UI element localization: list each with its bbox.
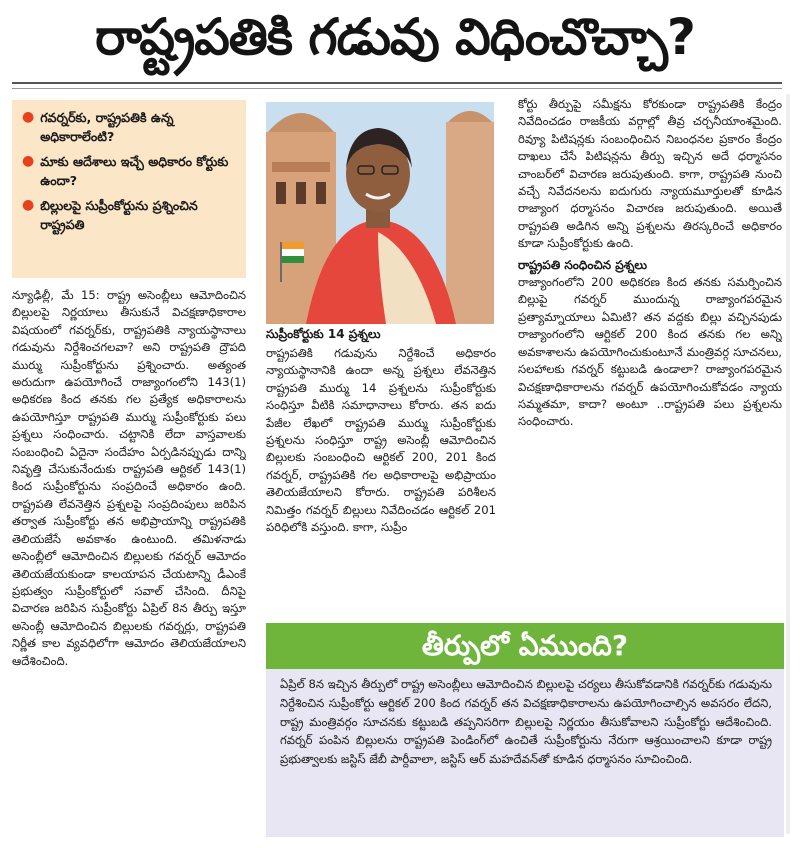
page-edge — [786, 94, 790, 834]
highlights-box — [12, 100, 246, 278]
highlight-item: ● మాకు ఆదేశాలు ఇచ్చే అధికారం కోర్టుకు ఉందా? — [22, 153, 229, 188]
president-photo — [266, 102, 494, 324]
headline: రాష్ట్రపతికి గడువు విధించొచ్చా? — [95, 8, 695, 66]
section-subhead: రాష్ట్రపతి సంధించిన ప్రశ్నలు — [518, 257, 648, 272]
highlight-item: ● గవర్నర్‌కు, రాష్ట్రపతికి ఉన్న అధికారాలేంటి? — [22, 109, 174, 144]
article-text: రాజ్యాంగంలోని 200 అధికరణ కింద తనకు సమర్పించిన బిల్లుపై గవర్నర్‌ ముందున్న రాజ్యాంగపరమైన ప్రత్యామ్నాయాలు ఏమిటి? తన వద్దకు బిల్లు వచ్చినపుడు రాజ్యాంగంలోని ఆర్టికల్‌ 200 కింద తనకు గల అన్ని అవకాశాలను ఉపయోగించుకుంటూనే మంత్రివర్గ సూచనలు, సలహాలకు గవర్నర్‌ కట్టుబడి ఉండాలా? రాజ్యాంగపరమైన విచక్షణాధికారాలను గవర్నర్‌ ఉపయోగించుకోవడం న్యాయ సమ్మతమా, కాదా? అంటూ ..రాష్ట్రపతి పలు ప్రశ్నలను సంధించారు. — [518, 275, 782, 429]
column-1 — [12, 287, 246, 827]
article-text: కోర్టు తీర్పుపై సమీక్షను కోరకుండా రాష్ట్రపతికి కేంద్రం నివేదించడం రాజకీయ వర్గాల్లో తీవ్ర చర్చనీయాంశమైంది. రివ్యూ పిటిషన్లకు సంబంధించిన నిబంధనల ప్రకారం కేంద్రం దాఖలు చేసే పిటిషన్లను తీర్పు ఇచ్చిన అదే ధర్మాసనం చాంబర్‌లో విచారణ జరుపుతుంది. కాగా, రాష్ట్రపతి నుంచి వచ్చే నివేదనలను ఐదుగురు న్యాయమూర్తులతో కూడిన రాజ్యాంగ ధర్మాసనం విచారణ జరుపుతుంది. అయితే రాష్ట్రపతి అడిగిన అన్ని ప్రశ్నలను తిరస్కరించే అధికారం కూడా సుప్రీంకోర్టుకు ఉంది. — [518, 97, 782, 251]
bullet-icon: ● — [22, 109, 35, 125]
bullet-icon: ● — [22, 197, 35, 213]
headline-rule — [12, 82, 782, 84]
box-title: తీర్పులో ఏముంది? — [266, 623, 784, 669]
column-3 — [518, 96, 782, 621]
article-text: న్యూఢిల్లీ, మే 15: రాష్ట్ర అసెంబ్లీలు ఆమోదించిన బిల్లులపై నిర్ణయాలు తీసుకునే విచక్షణాధికారాల విషయంలో గవర్నర్‌కు, రాష్ట్రపతికి న్యాయస్థానాలు గడువును నిర్దేశించగలవా? అని రాష్ట్రపతి ద్రౌపది ముర్ము సుప్రీంకోర్టును ప్రశ్నించారు. అత్యంత అరుదుగా ఉపయోగించే రాజ్యాంగంలోని 143(1) అధికరణ కింద తనకు గల ప్రత్యేక అధికారాలను ఉపయోగిస్తూ రాష్ట్రపతి ముర్ము సుప్రీంకోర్టుకు పలు ప్రశ్నలు సంధించారు. చట్టానికి లేదా వాస్తవాలకు సంబంధించి ఏదైనా సందేహం ఏర్పడినప్పుడు దాన్ని నివృత్తి చేసుకునేందుకు రాష్ట్రపతి ఆర్టికల్‌ 143(1) కింద సుప్రీంకోర్టును సంప్రదించే అధికారం ఉంది. రాష్ట్రపతి లేవనెత్తిన ప్రశ్నలపై సంప్రదింపులు జరిపిన తర్వాత సుప్రీంకోర్టు తన అభిప్రాయాన్ని రాష్ట్రపతికి తెలియజేసే అవకాశం ఉంటుంది. తమిళనాడు అసెంబ్లీలో ఆమోదించిన బిల్లులకు గవర్నర్‌ ఆమోదం తెలియజేయకుండా కాలయాపన చేయటాన్ని డీఎంకే ప్రభుత్వం సుప్రీంకోర్టులో సవాల్‌ చేసింది. దీనిపై విచారణ జరిపిన సుప్రీంకోర్టు ఏప్రిల్‌ 8న తీర్పు ఇస్తూ అసెంబ్లీ ఆమోదించిన బిల్లులకు గవర్నర్లు, రాష్ట్రపతి నిర్ణీత కాల వ్యవధిలోగా ఆమోదం తెలియజేయాలని ఆదేశించింది. — [12, 288, 246, 668]
headline-rule-thin — [12, 88, 782, 89]
article-text: రాష్ట్రపతికి గడువును నిర్దేశించే అధికారం న్యాయస్థానానికి ఉందా అన్న ప్రశ్నలు లేవనెత్తిన రాష్ట్రపతి ముర్ము 14 ప్రశ్నలను సుప్రీంకోర్టుకు సంధిస్తూ వీటికి సమాధానాలు కోరారు. తన ఐదు పేజీల లేఖలో రాష్ట్రపతి ముర్ము సుప్రీంకోర్టుకు ప్రశ్నలను సంధిస్తూ రాష్ట్ర అసెంబ్లీ ఆమోదించిన బిల్లులకు సంబంధించి ఆర్టికల్‌ 200, 201 కింద గవర్నర్‌, రాష్ట్రపతికి గల అధికారాలపై అభిప్రాయం తెలియజేయాలని కోరారు. రాష్ట్రపతి పరిశీలన నిమిత్తం గవర్నర్‌ బిల్లులు నివేదించడం ఆర్టికల్‌ 201 పరిధిలోకి వస్తుంది. కాగా, సుప్రీం — [266, 346, 496, 535]
bullet-icon: ● — [22, 153, 35, 169]
verdict-box — [266, 669, 784, 837]
photo-caption: సుప్రీంకోర్టుకు 14 ప్రశ్నలు — [266, 327, 381, 341]
highlight-item: ● బిల్లులపై సుప్రీంకోర్టును ప్రశ్నించిన రాష్ట్రపతి — [22, 197, 198, 232]
column-2 — [266, 345, 496, 620]
box-text: ఏప్రిల్‌ 8న ఇచ్చిన తీర్పులో రాష్ట్ర అసెంబ్లీలు ఆమోదించిన బిల్లులపై చర్యలు తీసుకోవడానికి గవర్నర్‌కు గడువును నిర్దేశించిన సుప్రీంకోర్టు ఆర్టికల్‌ 200 కింద గవర్నర్‌ తన విచక్షణాధికారాలను ఉపయోగించాల్సిన అవసరం లేదని, రాష్ట్ర మంత్రివర్గం సూచనకు కట్టుబడి తప్పనిసరిగా బిల్లులపై నిర్ణయం తీసుకోవాలని సుప్రీంకోర్టు ఆదేశించింది. గవర్నర్‌ పంపిన బిల్లులను రాష్ట్రపతి పెండింగ్‌లో ఉంచితే సుప్రీంకోర్టును నేరుగా ఆశ్రయించాలని కూడా రాష్ట్ర ప్రభుత్వాలకు జస్టిస్‌ జేబీ పార్దీవాలా, జస్టిస్‌ ఆర్‌ మహదేవన్‌తో కూడిన ధర్మాసనం సూచించింది. — [280, 677, 772, 767]
